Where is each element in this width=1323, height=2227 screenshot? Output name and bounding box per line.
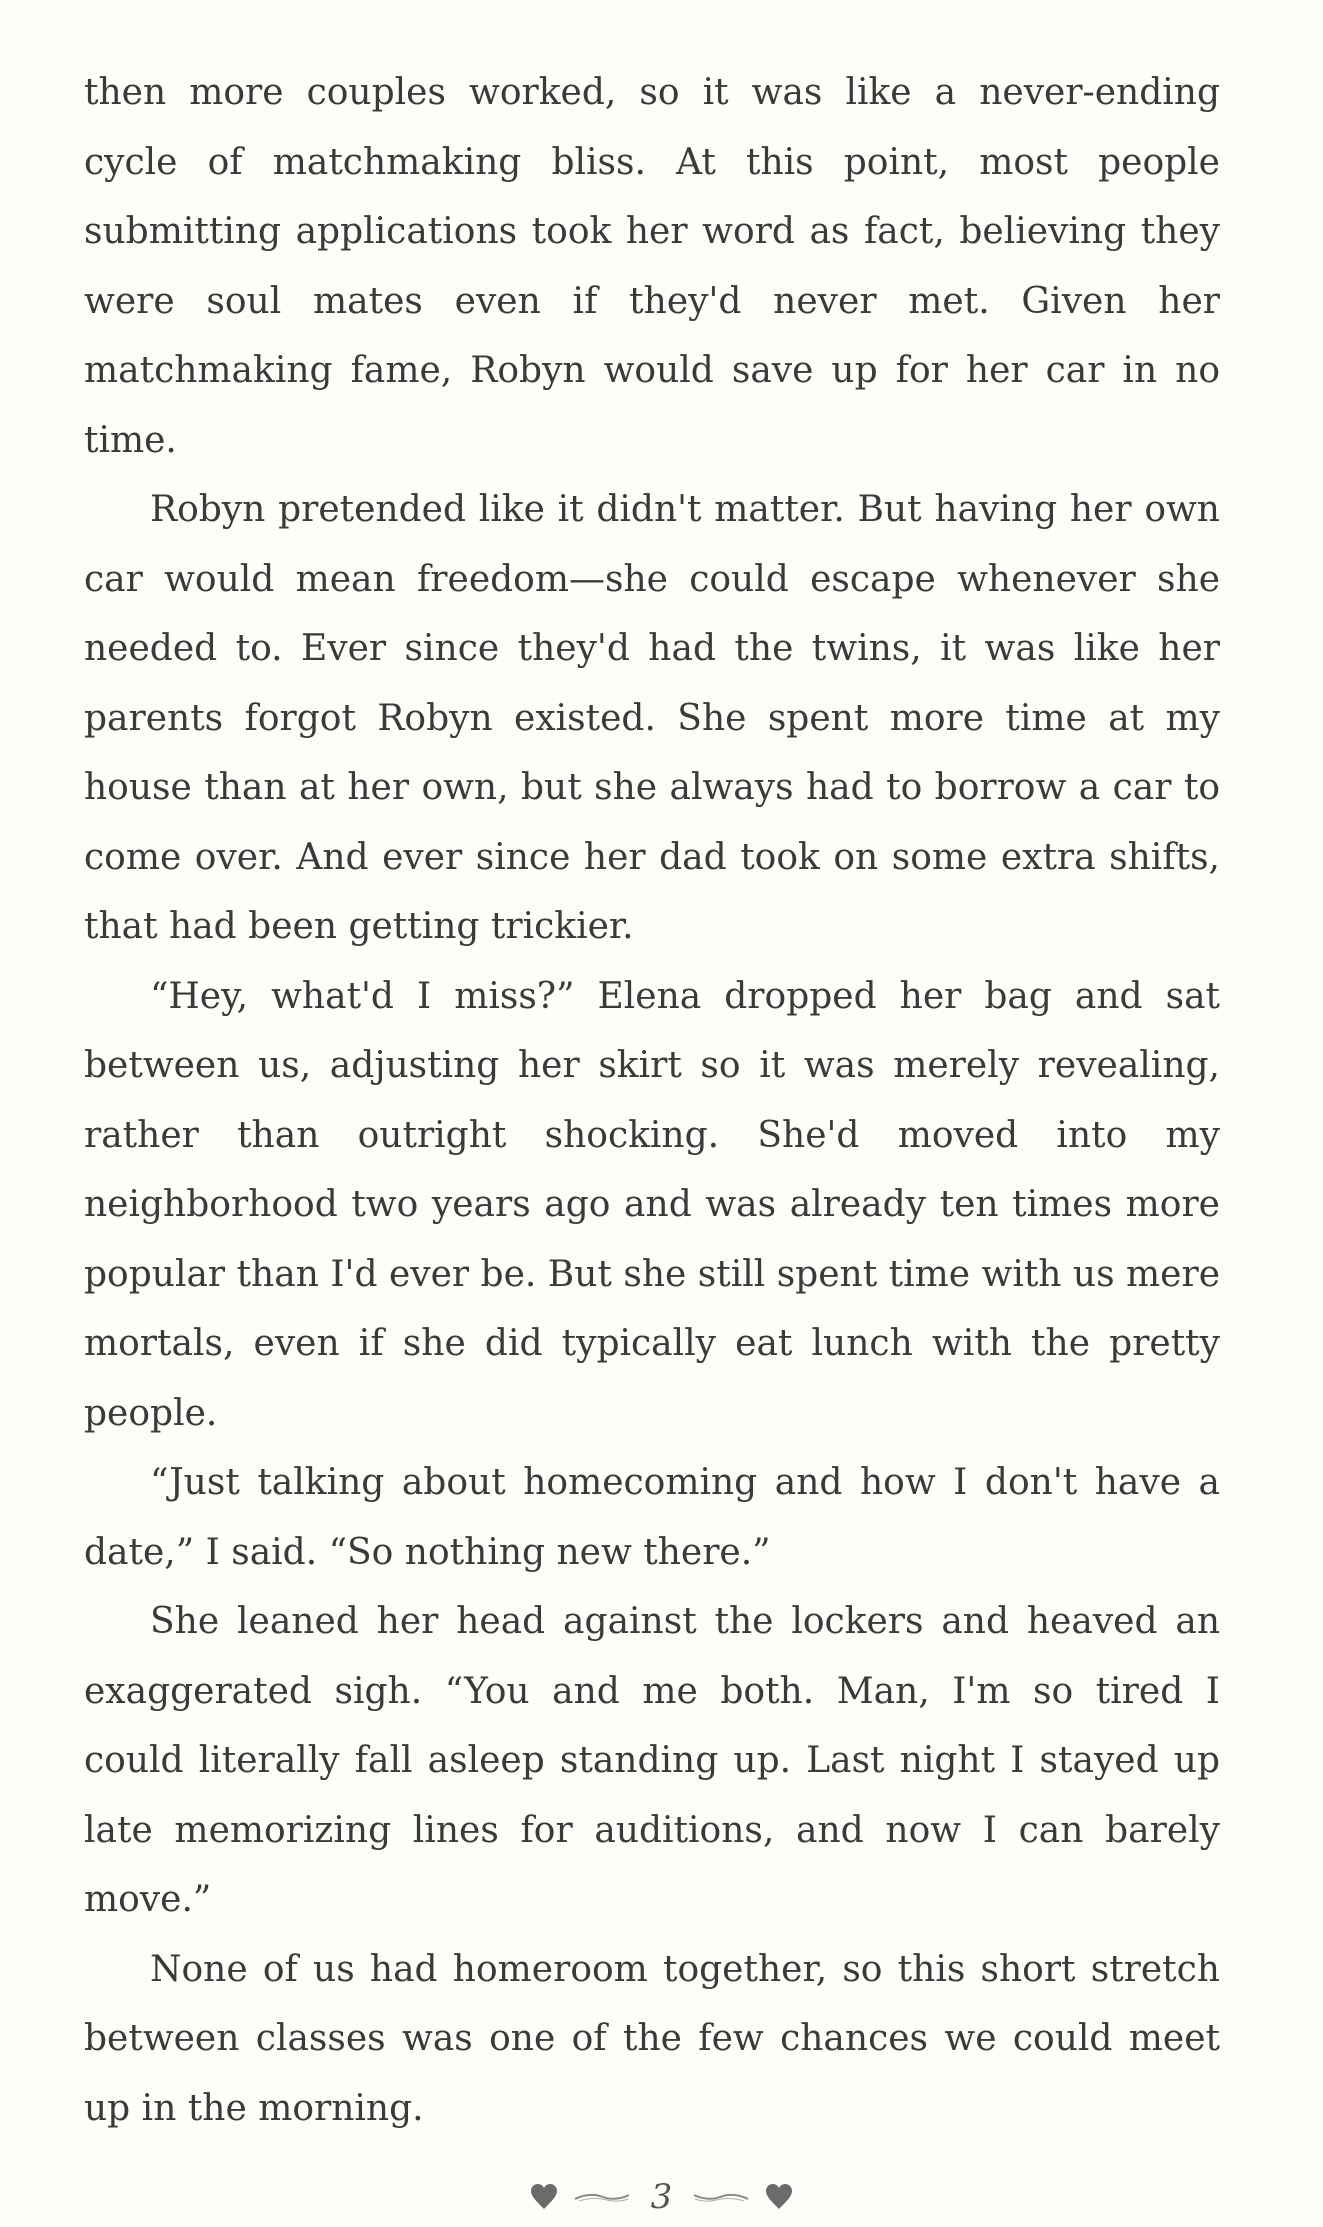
paragraph-5: She leaned her head against the lockers and heaved an exaggerated sigh. “You and me both. Man, I'm so tired I could literally fall asleep standing up. Last night I stayed up late memorizing lines for auditions, and now I can barely move.” [84,1601,1220,1920]
flourish-left-icon [573,2190,631,2204]
heart-icon [529,2182,559,2212]
paragraph-2: Robyn pretended like it didn't matter. But having her own car would mean freedom—she could escape whenever she needed to. Ever since they'd had the twins, it was like her parents forgot Robyn existed. She spent more time at my house than at her own, but she always had to borrow a car to come over. And ever since her dad took on some extra shifts, that had been getting trickier. [84,489,1220,947]
paragraph-6: None of us had homeroom together, so this short stretch between classes was one of the few chances we could meet up in the morning. [84,1948,1220,2129]
body-text [84,58,1220,2143]
heart-icon [764,2182,794,2212]
page-folio [0,2172,1323,2222]
paragraph-4: “Just talking about homecoming and how I don't have a date,” I said. “So nothing new there.” [84,1462,1220,1573]
paragraph-1: then more couples worked, so it was like a never-ending cycle of matchmaking bliss. At this point, most people submitting applications took her word as fact, believing they were soul mates even if they'd never met. Given her matchmaking fame, Robyn would save up for her car in no time. [84,72,1220,461]
paragraph-3: “Hey, what'd I miss?” Elena dropped her bag and sat between us, adjusting her skirt so it was merely revealing, rather than outright shocking. She'd moved into my neighborhood two years ago and was already ten times more popular than I'd ever be. But she still spent time with us mere mortals, even if she did typically eat lunch with the pretty people. [84,975,1220,1434]
flourish-right-icon [692,2190,750,2204]
page-number: 3 [650,2177,673,2217]
